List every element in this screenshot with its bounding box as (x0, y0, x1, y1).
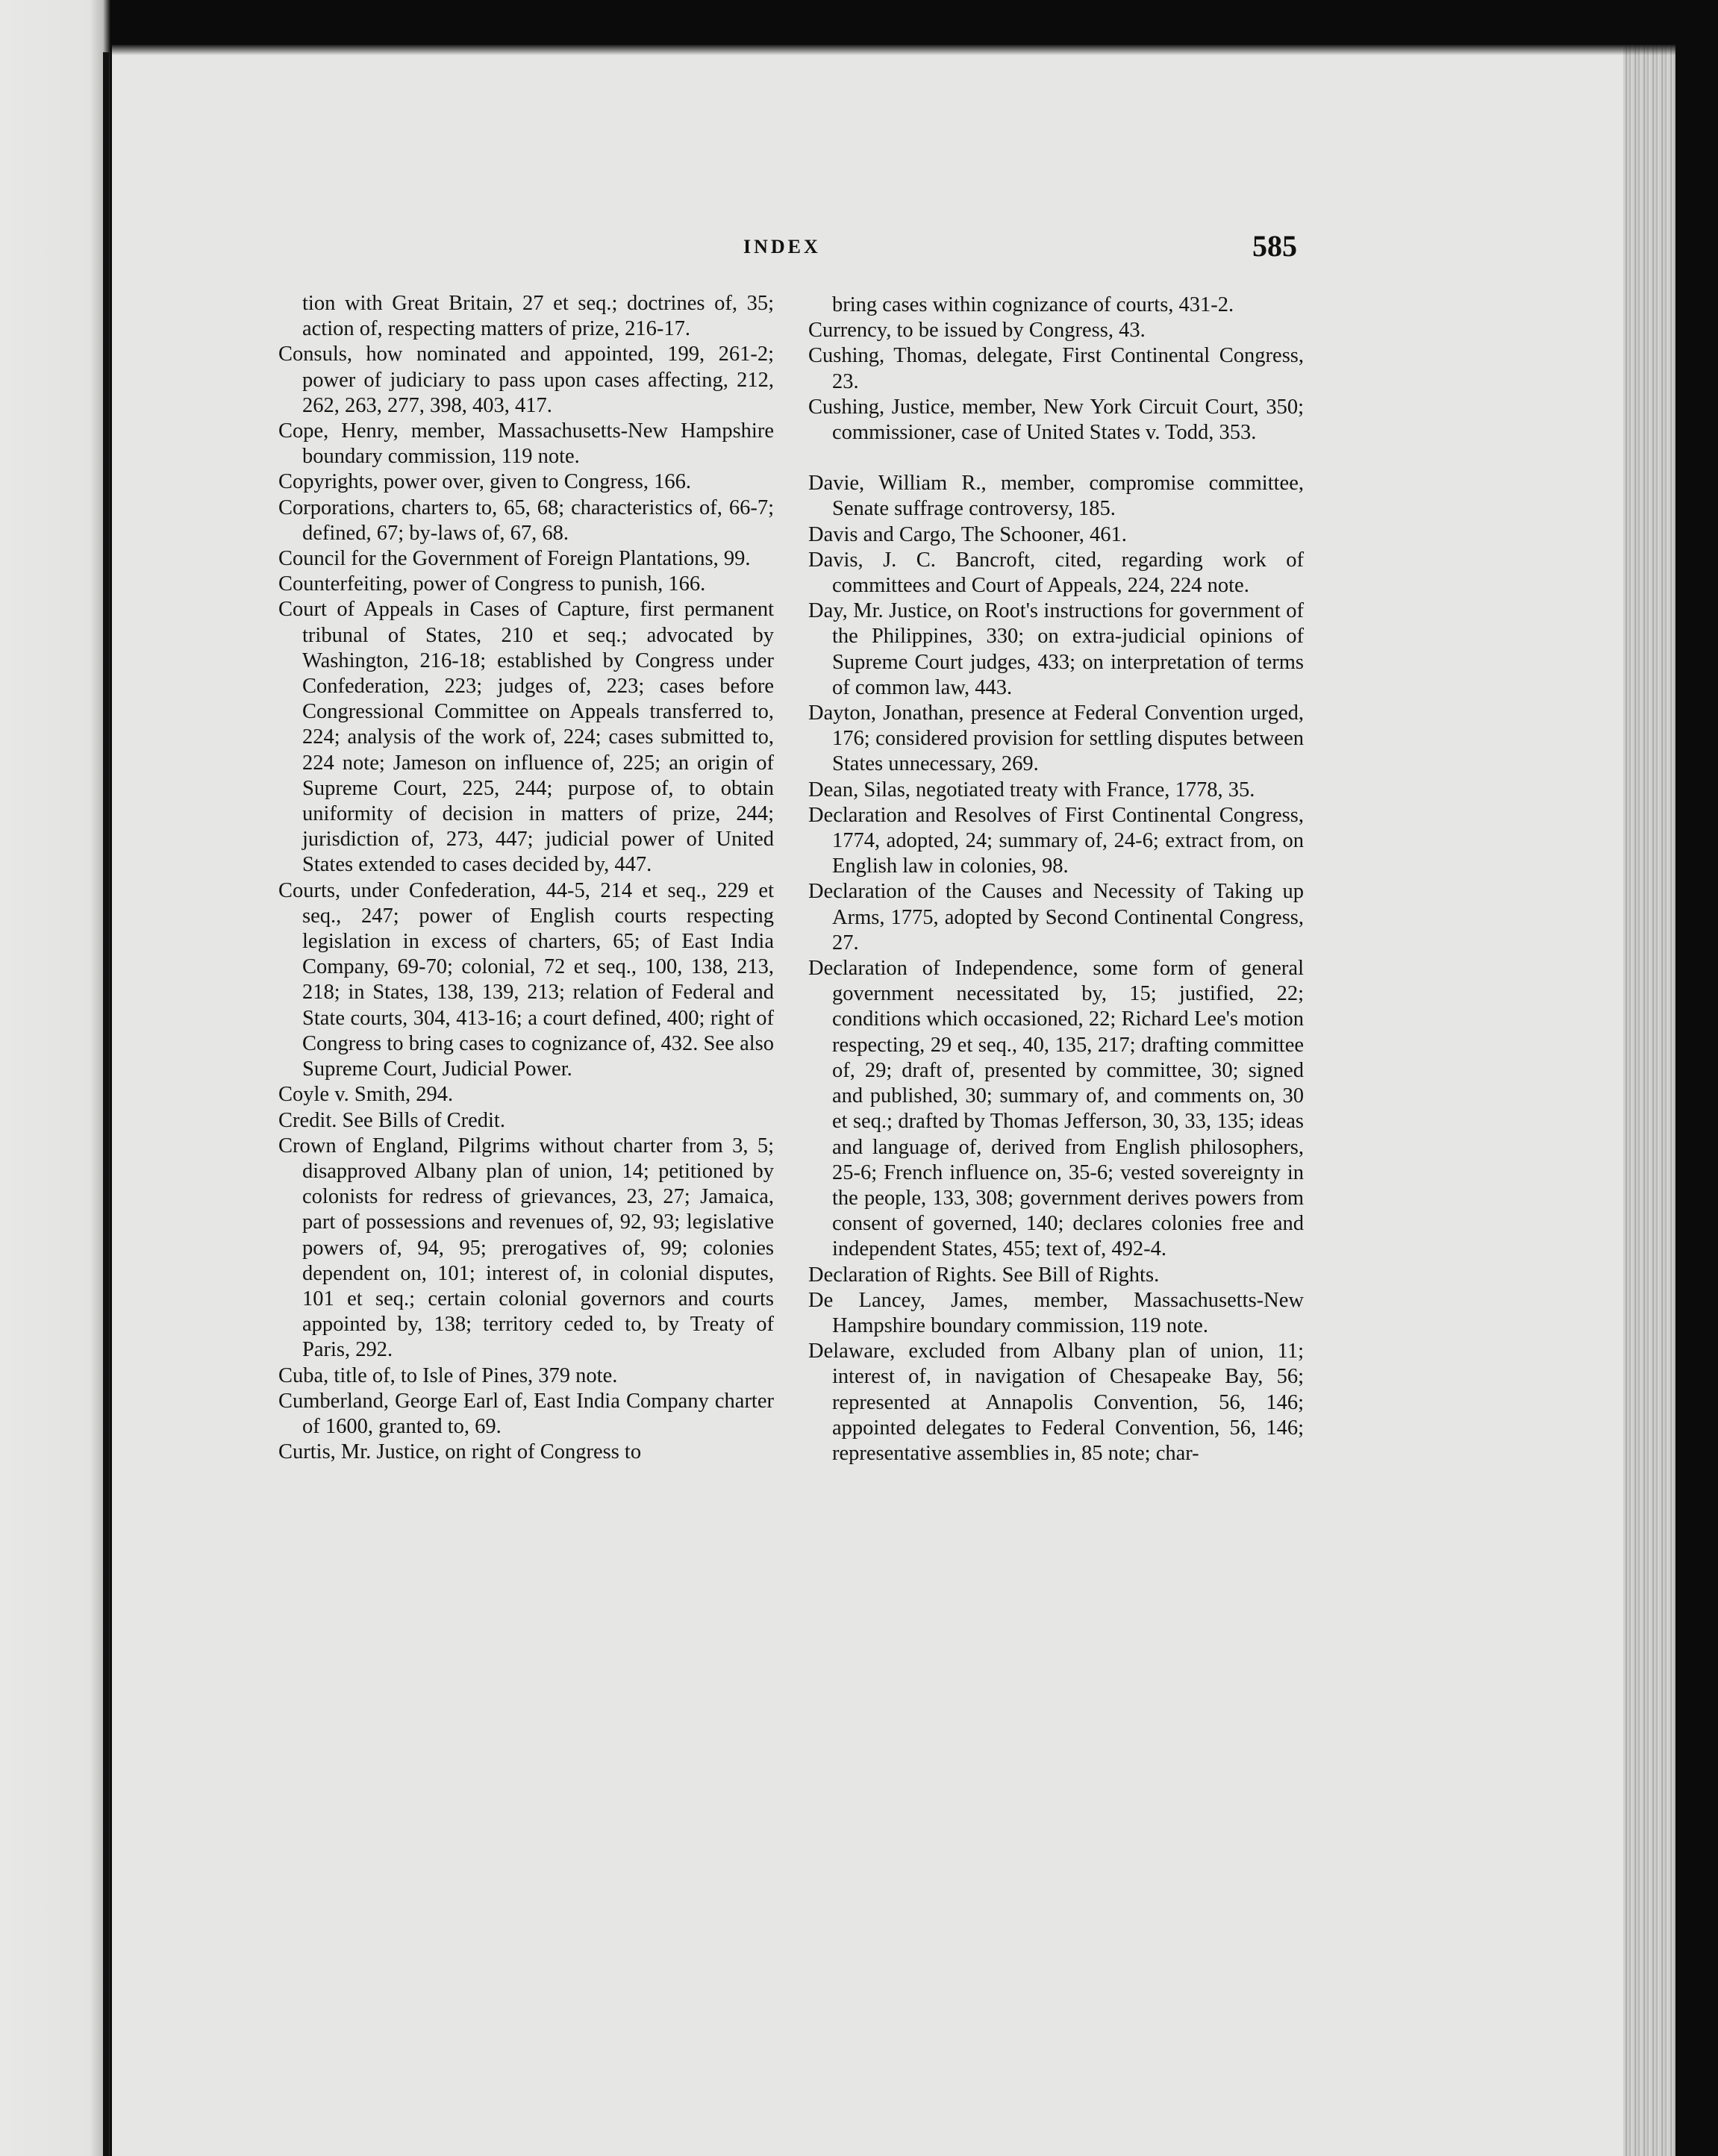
index-entry: Currency, to be issued by Congress, 43. (808, 319, 1146, 343)
page-header (112, 231, 1623, 276)
page-number: 585 (1252, 229, 1297, 263)
index-entry: Copyrights, power over, given to Congress, 166. (278, 470, 691, 494)
index-entry: Counterfeiting, power of Congress to punish, 166. (278, 572, 706, 596)
index-entry: tion with Great Britain, 27 et seq.; doctrines of, 35; action of, respecting matters of prize, 216-17. (302, 292, 774, 341)
index-entry: Delaware, excluded from Albany plan of union, 11; interest of, in navigation of Chesapeake Bay, 56; represented at Annapolis Convention, 56, 146; appointed delegates to Federal Convention, 56, 146; representative assemblies in, 85 note; char- (808, 1340, 1304, 1465)
index-entry: Davis, J. C. Bancroft, cited, regarding work of committees and Court of Appeals, 224, 224 note. (808, 548, 1304, 598)
index-column-right (808, 293, 1304, 1466)
letter-section-gap (808, 446, 1304, 471)
index-entry: Cushing, Justice, member, New York Circuit Court, 350; commissioner, case of United States v. Todd, 353. (808, 395, 1304, 445)
index-entry: Dayton, Jonathan, presence at Federal Convention urged, 176; considered provision for settling disputes between States unnecessary, 269. (808, 702, 1304, 776)
index-entry: Coyle v. Smith, 294. (278, 1083, 454, 1107)
index-entry: Cuba, title of, to Isle of Pines, 379 note. (278, 1363, 618, 1387)
index-entry: Declaration of Rights. See Bill of Rights. (808, 1263, 1160, 1287)
index-entry: Declaration of Independence, some form of general government necessitated by, 15; justified, 22; conditions which occasioned, 22; Richard Lee's motion respecting, 29 et seq., 40, 135, 217; drafting committee of, 29; draft of, presented by committee, 30; signed and published, 30; summary of, and comments on, 30 et seq.; drafted by Thomas Jefferson, 30, 33, 135; ideas and language of, derived from English philosophers, 25-6; French influence on, 35-6; vested sovereignty in the people, 133, 308; government derives powers from consent of governed, 140; declares colonies free and independent States, 455; text of, 492-4. (808, 957, 1304, 1261)
index-entry: Corporations, charters to, 65, 68; characteristics of, 66-7; defined, 67; by-laws of, 67, 68. (278, 496, 774, 545)
page-edges-right (1623, 45, 1675, 2156)
page-top-shadow (112, 45, 1675, 55)
index-entry: Court of Appeals in Cases of Capture, first permanent tribunal of States, 210 et seq.; advocated by Washington, 216-18; established by Congress under Confederation, 223; judges of, 223; cases before Congressional Committee on Appeals transferred to, 224; analysis of the work of, 224; cases submitted to, 224 note; Jameson on influence of, 225; an origin of Supreme Court, 225, 244; purpose of, to obtain uniformity of decision in matters of prize, 244; jurisdiction of, 273, 447; judicial power of United States extended to cases decided by, 447. (278, 598, 774, 877)
index-entry: Davis and Cargo, The Schooner, 461. (808, 522, 1127, 546)
index-entry: Declaration and Resolves of First Continental Congress, 1774, adopted, 24; summary of, 24-6; extract from, on English law in colonies, 98. (808, 803, 1304, 878)
index-entry: Consuls, how nominated and appointed, 199, 261-2; power of judiciary to pass upon cases affecting, 212, 262, 263, 277, 398, 403, 417. (278, 343, 774, 417)
index-entry: Cushing, Thomas, delegate, First Continental Congress, 23. (808, 344, 1304, 393)
index-entry: bring cases within cognizance of courts, 431-2. (832, 293, 1234, 316)
book-gutter-left (0, 0, 110, 2156)
index-entry: Council for the Government of Foreign Plantations, 99. (278, 547, 751, 571)
index-entry: Credit. See Bills of Credit. (278, 1108, 505, 1132)
gutter-shadow (103, 52, 109, 2156)
running-title: INDEX (743, 236, 821, 257)
index-entry: Declaration of the Causes and Necessity of Taking up Arms, 1775, adopted by Second Continental Congress, 27. (808, 880, 1304, 954)
index-entry: Davie, William R., member, compromise committee, Senate suffrage controversy, 185. (808, 472, 1304, 521)
index-entry: Dean, Silas, negotiated treaty with France, 1778, 35. (808, 778, 1255, 802)
index-entry: Cumberland, George Earl of, East India Company charter of 1600, granted to, 69. (278, 1389, 774, 1438)
index-entry: Courts, under Confederation, 44-5, 214 et seq., 229 et seq., 247; power of English courts respecting legislation in excess of charters, 65; of East India Company, 69-70; colonial, 72 et seq., 100, 138, 213, 218; in States, 138, 139, 213; relation of Federal and State courts, 304, 413-16; a court defined, 400; right of Congress to bring cases to cognizance of, 432. See also Supreme Court, Judicial Power. (278, 878, 774, 1081)
index-entry: Crown of England, Pilgrims without charter from 3, 5; disapproved Albany plan of union, 14; petitioned by colonists for redress of grievances, 23, 27; Jamaica, part of possessions and revenues of, 92, 93; legislative powers of, 94, 95; prerogatives of, 99; colonies dependent on, 101; interest of, in colonial disputes, 101 et seq.; certain colonial governors and courts appointed by, 138; territory ceded to, by Treaty of Paris, 292. (278, 1134, 774, 1362)
index-column-left (278, 291, 774, 1465)
index-entry: Curtis, Mr. Justice, on right of Congress to (278, 1440, 642, 1464)
index-entry: Cope, Henry, member, Massachusetts-New Hampshire boundary commission, 119 note. (278, 419, 774, 469)
index-entry: Day, Mr. Justice, on Root's instructions for government of the Philippines, 330; on extra-judicial opinions of Supreme Court judges, 433; on interpretation of terms of common law, 443. (808, 599, 1304, 699)
index-entry: De Lancey, James, member, Massachusetts-New Hampshire boundary commission, 119 note. (808, 1288, 1304, 1337)
